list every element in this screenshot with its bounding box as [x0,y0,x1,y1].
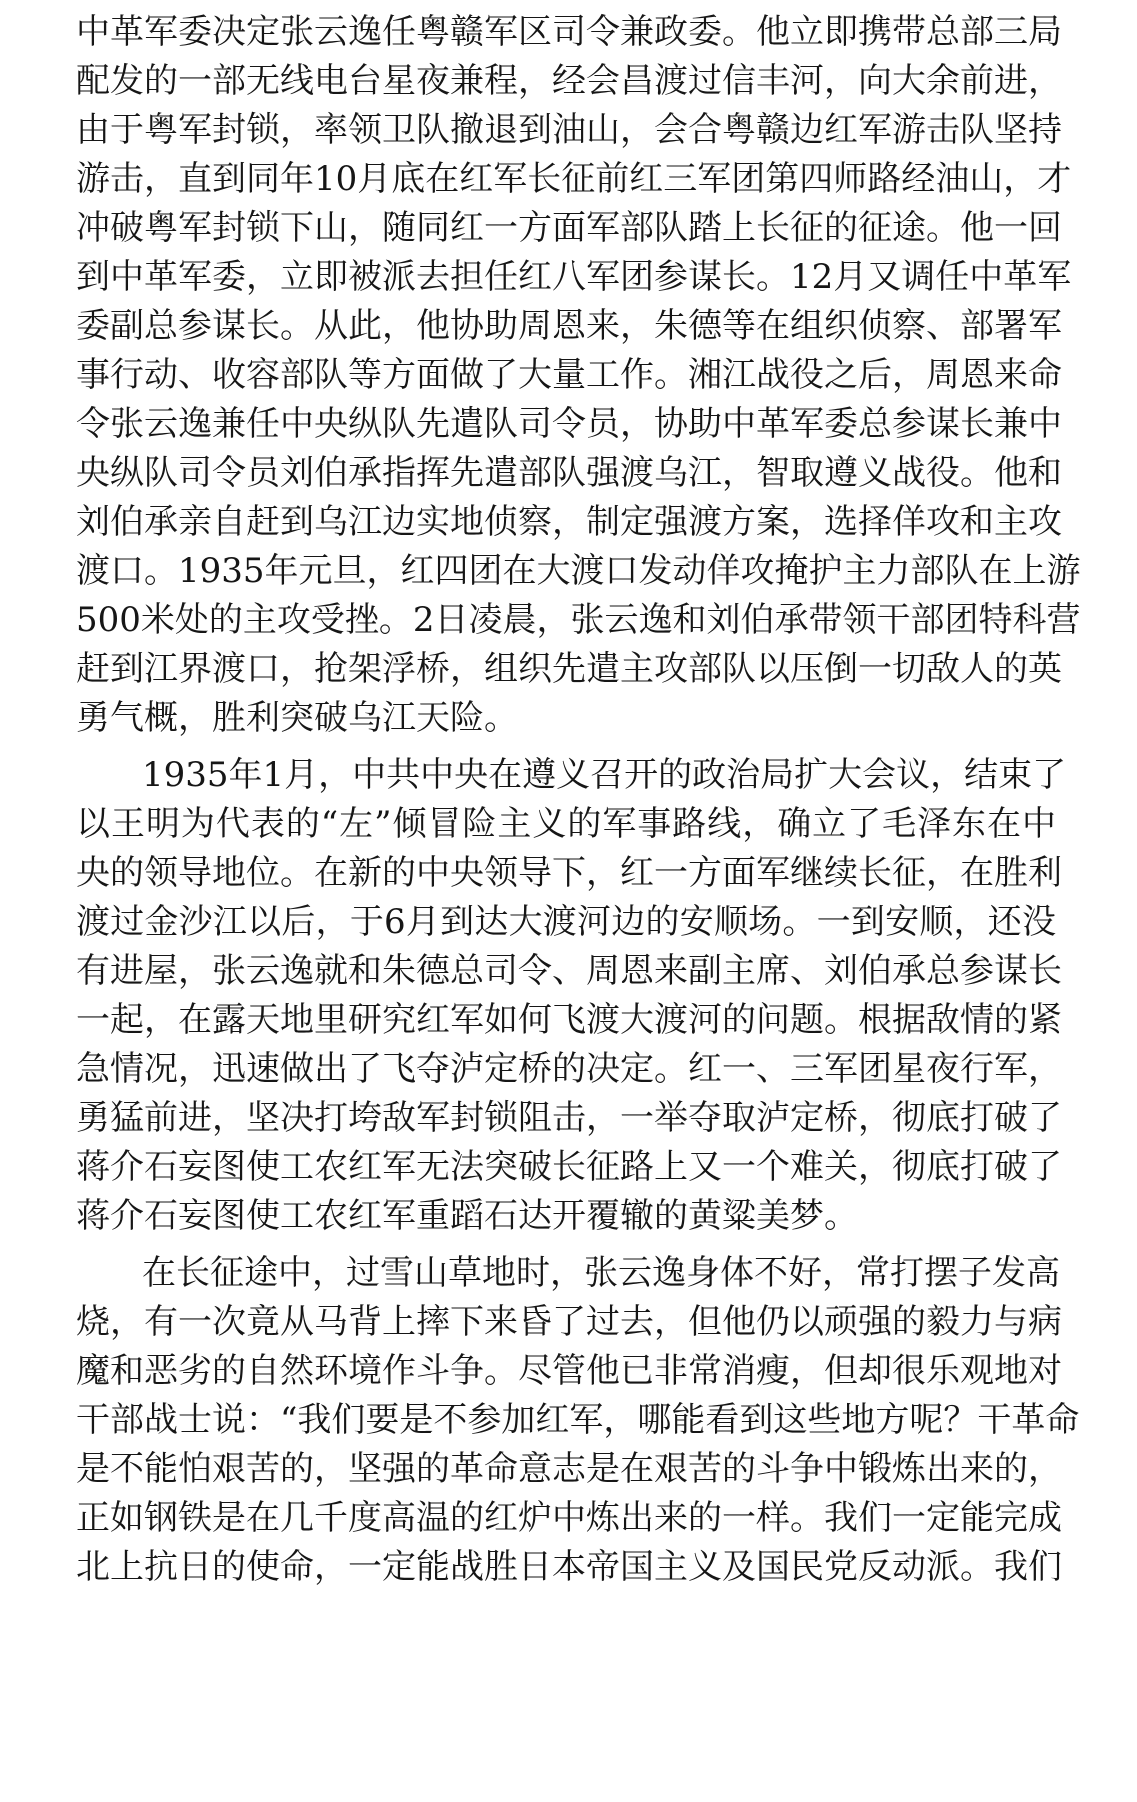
text-line: 配发的一部无线电台星夜兼程，经会昌渡过信丰河，向大余前进， [76,61,1062,101]
text-line: 渡过金沙江以后，于6月到达大渡河边的安顺场。一到安顺，还没 [76,902,1056,942]
text-line: 有进屋，张云逸就和朱德总司令、周恩来副主席、刘伯承总参谋长 [76,951,1062,991]
text-line: 北上抗日的使命，一定能战胜日本帝国主义及国民党反动派。我们 [76,1547,1062,1587]
text-line: 500米处的主攻受挫。2日凌晨，张云逸和刘伯承带领干部团特科营 [76,600,1081,640]
text-line: 到中革军委，立即被派去担任红八军团参谋长。12月又调任中革军 [76,257,1072,297]
text-line: 是不能怕艰苦的，坚强的革命意志是在艰苦的斗争中锻炼出来的， [76,1449,1062,1489]
text-line: 令张云逸兼任中央纵队先遣队司令员，协助中革军委总参谋长兼中 [76,404,1062,444]
text-line: 急情况，迅速做出了飞夺泸定桥的决定。红一、三军团星夜行军， [76,1049,1062,1089]
text-line: 在长征途中，过雪山草地时，张云逸身体不好，常打摆子发高 [142,1253,1060,1293]
text-line: 事行动、收容部队等方面做了大量工作。湘江战役之后，周恩来命 [76,355,1062,395]
text-line: 央的领导地位。在新的中央领导下，红一方面军继续长征，在胜利 [76,853,1062,893]
paragraph-1 [76,8,1081,743]
document-page [76,8,1081,1600]
text-line: 刘伯承亲自赶到乌江边实地侦察，制定强渡方案，选择佯攻和主攻 [76,502,1062,542]
text-line: 正如钢铁是在几千度高温的红炉中炼出来的一样。我们一定能完成 [76,1498,1062,1538]
paragraph-3 [76,1249,1080,1592]
text-line: 勇气概，胜利突破乌江天险。 [76,698,518,738]
text-line: 中革军委决定张云逸任粤赣军区司令兼政委。他立即携带总部三局 [76,12,1062,52]
text-line: 一起，在露天地里研究红军如何飞渡大渡河的问题。根据敌情的紧 [76,1000,1062,1040]
text-line: 以王明为代表的“左”倾冒险主义的军事路线，确立了毛泽东在中 [76,804,1056,844]
text-line: 蒋介石妄图使工农红军重蹈石达开覆辙的黄粱美梦。 [76,1196,858,1236]
text-line: 勇猛前进，坚决打垮敌军封锁阻击，一举夺取泸定桥，彻底打破了 [76,1098,1062,1138]
text-line: 1935年1月，中共中央在遵义召开的政治局扩大会议，结束了 [142,755,1067,795]
text-line: 冲破粤军封锁下山，随同红一方面军部队踏上长征的征途。他一回 [76,208,1062,248]
text-line: 由于粤军封锁，率领卫队撤退到油山，会合粤赣边红军游击队坚持 [76,110,1062,150]
text-line: 蒋介石妄图使工农红军无法突破长征路上又一个难关，彻底打破了 [76,1147,1062,1187]
text-line: 游击，直到同年10月底在红军长征前红三军团第四师路经油山，才 [76,159,1072,199]
text-line: 干部战士说：“我们要是不参加红军，哪能看到这些地方呢？干革命 [76,1400,1080,1440]
paragraph-2 [76,751,1067,1241]
text-line: 烧，有一次竟从马背上摔下来昏了过去，但他仍以顽强的毅力与病 [76,1302,1062,1342]
text-line: 魔和恶劣的自然环境作斗争。尽管他已非常消瘦，但却很乐观地对 [76,1351,1062,1391]
text-line: 委副总参谋长。从此，他协助周恩来，朱德等在组织侦察、部署军 [76,306,1062,346]
text-line: 央纵队司令员刘伯承指挥先遣部队强渡乌江，智取遵义战役。他和 [76,453,1062,493]
text-line: 赶到江界渡口，抢架浮桥，组织先遣主攻部队以压倒一切敌人的英 [76,649,1062,689]
text-line: 渡口。1935年元旦，红四团在大渡口发动佯攻掩护主力部队在上游 [76,551,1081,591]
